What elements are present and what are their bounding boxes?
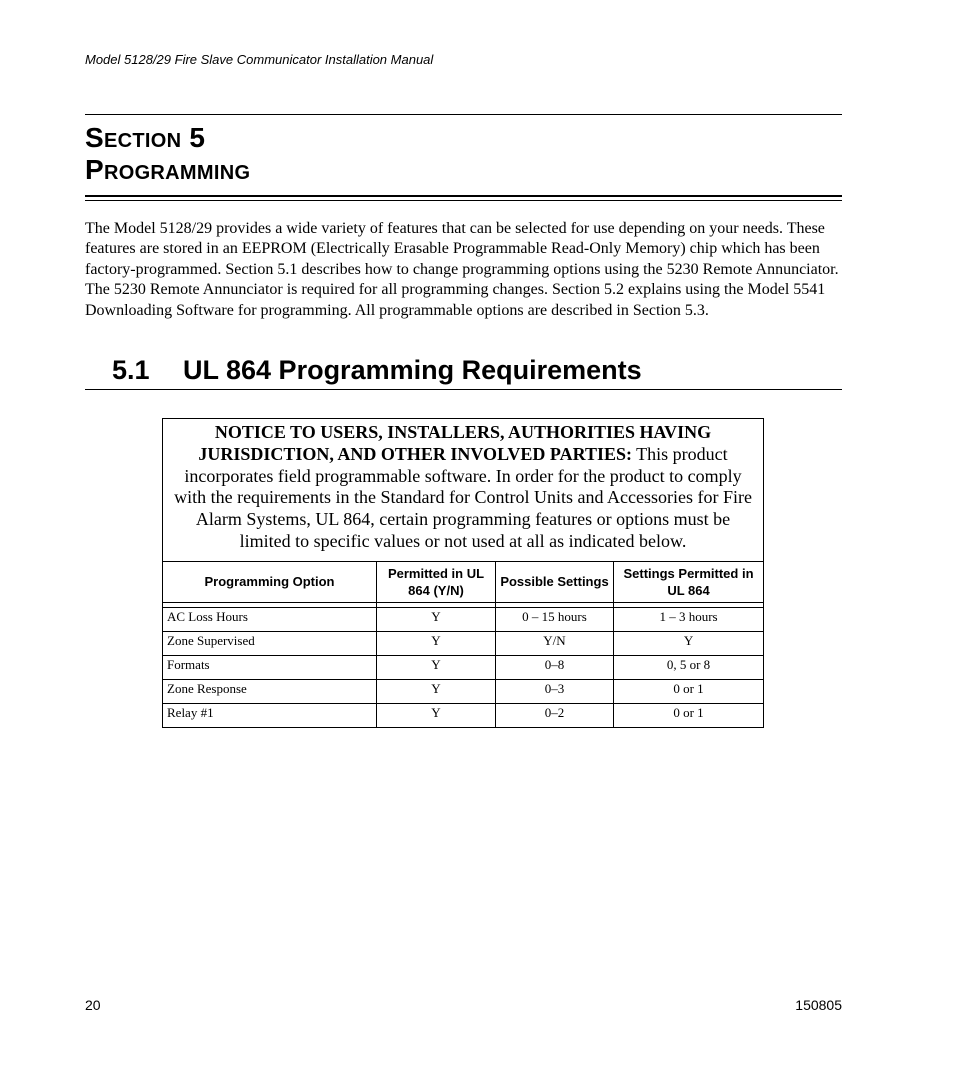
table-cell: 0 or 1 <box>614 679 764 703</box>
table-cell: Zone Response <box>163 679 377 703</box>
running-header: Model 5128/29 Fire Slave Communicator Installation Manual <box>85 52 434 67</box>
table-row <box>163 607 764 631</box>
table-row <box>163 655 764 679</box>
table-cell: AC Loss Hours <box>163 607 377 631</box>
notice-text: This product incorporates field programmable software. In order for the product to comply with the requirements in the Standard for Control Units and Accessories for Fire Alarm Systems, UL 864, certain programming features or options must be limited to specific values or not used at all as indicated below. <box>174 443 752 551</box>
table-cell: Y/N <box>496 631 614 655</box>
column-header: Settings Permitted in UL 864 <box>614 561 764 602</box>
table-row <box>163 703 764 727</box>
table-cell: 0, 5 or 8 <box>614 655 764 679</box>
column-header: Permitted in UL 864 (Y/N) <box>377 561 496 602</box>
section-name: Programming <box>85 154 251 185</box>
subsection-number: 5.1 <box>112 355 150 385</box>
subsection-heading <box>112 353 642 387</box>
page-number: 20 <box>85 997 101 1013</box>
table-row <box>163 631 764 655</box>
table-cell: 0 or 1 <box>614 703 764 727</box>
table-cell: 0 – 15 hours <box>496 607 614 631</box>
column-header: Possible Settings <box>496 561 614 602</box>
subsection-title: UL 864 Programming Requirements <box>183 355 642 385</box>
intro-paragraph: The Model 5128/29 provides a wide variety of features that can be selected for use depending on your needs. These features are stored in an EEPROM (Electrically Erasable Programmable Read-Only Memory) chip which has been factory-programmed. Section 5.1 describes how to change programming options using the 5230 Remote Annunciator. The 5230 Remote Annunciator is required for all programming changes. Section 5.2 explains using the Model 5541 Downloading Software for programming. All programmable options are described in Section 5.3. <box>85 220 839 319</box>
table-cell: Y <box>614 631 764 655</box>
table-cell: Relay #1 <box>163 703 377 727</box>
table-cell: 0–8 <box>496 655 614 679</box>
header-rule <box>85 114 842 115</box>
notice-box <box>163 419 764 562</box>
table-cell: Y <box>377 703 496 727</box>
section-title <box>85 122 250 186</box>
notice-heading: NOTICE TO USERS, INSTALLERS, AUTHORITIES HAVING JURISDICTION, AND OTHER INVOLVED PARTIES: <box>198 422 712 464</box>
table-cell: Y <box>377 679 496 703</box>
subsection-rule <box>85 389 842 390</box>
title-rule-thin <box>85 200 842 201</box>
column-header: Programming Option <box>163 561 377 602</box>
title-rule-thick <box>85 195 842 197</box>
table-row <box>163 679 764 703</box>
table-cell: Formats <box>163 655 377 679</box>
section-number: Section 5 <box>85 122 206 153</box>
table-cell: Y <box>377 655 496 679</box>
document-number: 150805 <box>795 997 842 1013</box>
table-cell: Y <box>377 607 496 631</box>
table-cell: Y <box>377 631 496 655</box>
table-header-row <box>163 561 764 602</box>
table-cell: 0–2 <box>496 703 614 727</box>
table-cell: 1 – 3 hours <box>614 607 764 631</box>
ul864-requirements-table <box>162 418 764 728</box>
table-cell: Zone Supervised <box>163 631 377 655</box>
table-cell: 0–3 <box>496 679 614 703</box>
